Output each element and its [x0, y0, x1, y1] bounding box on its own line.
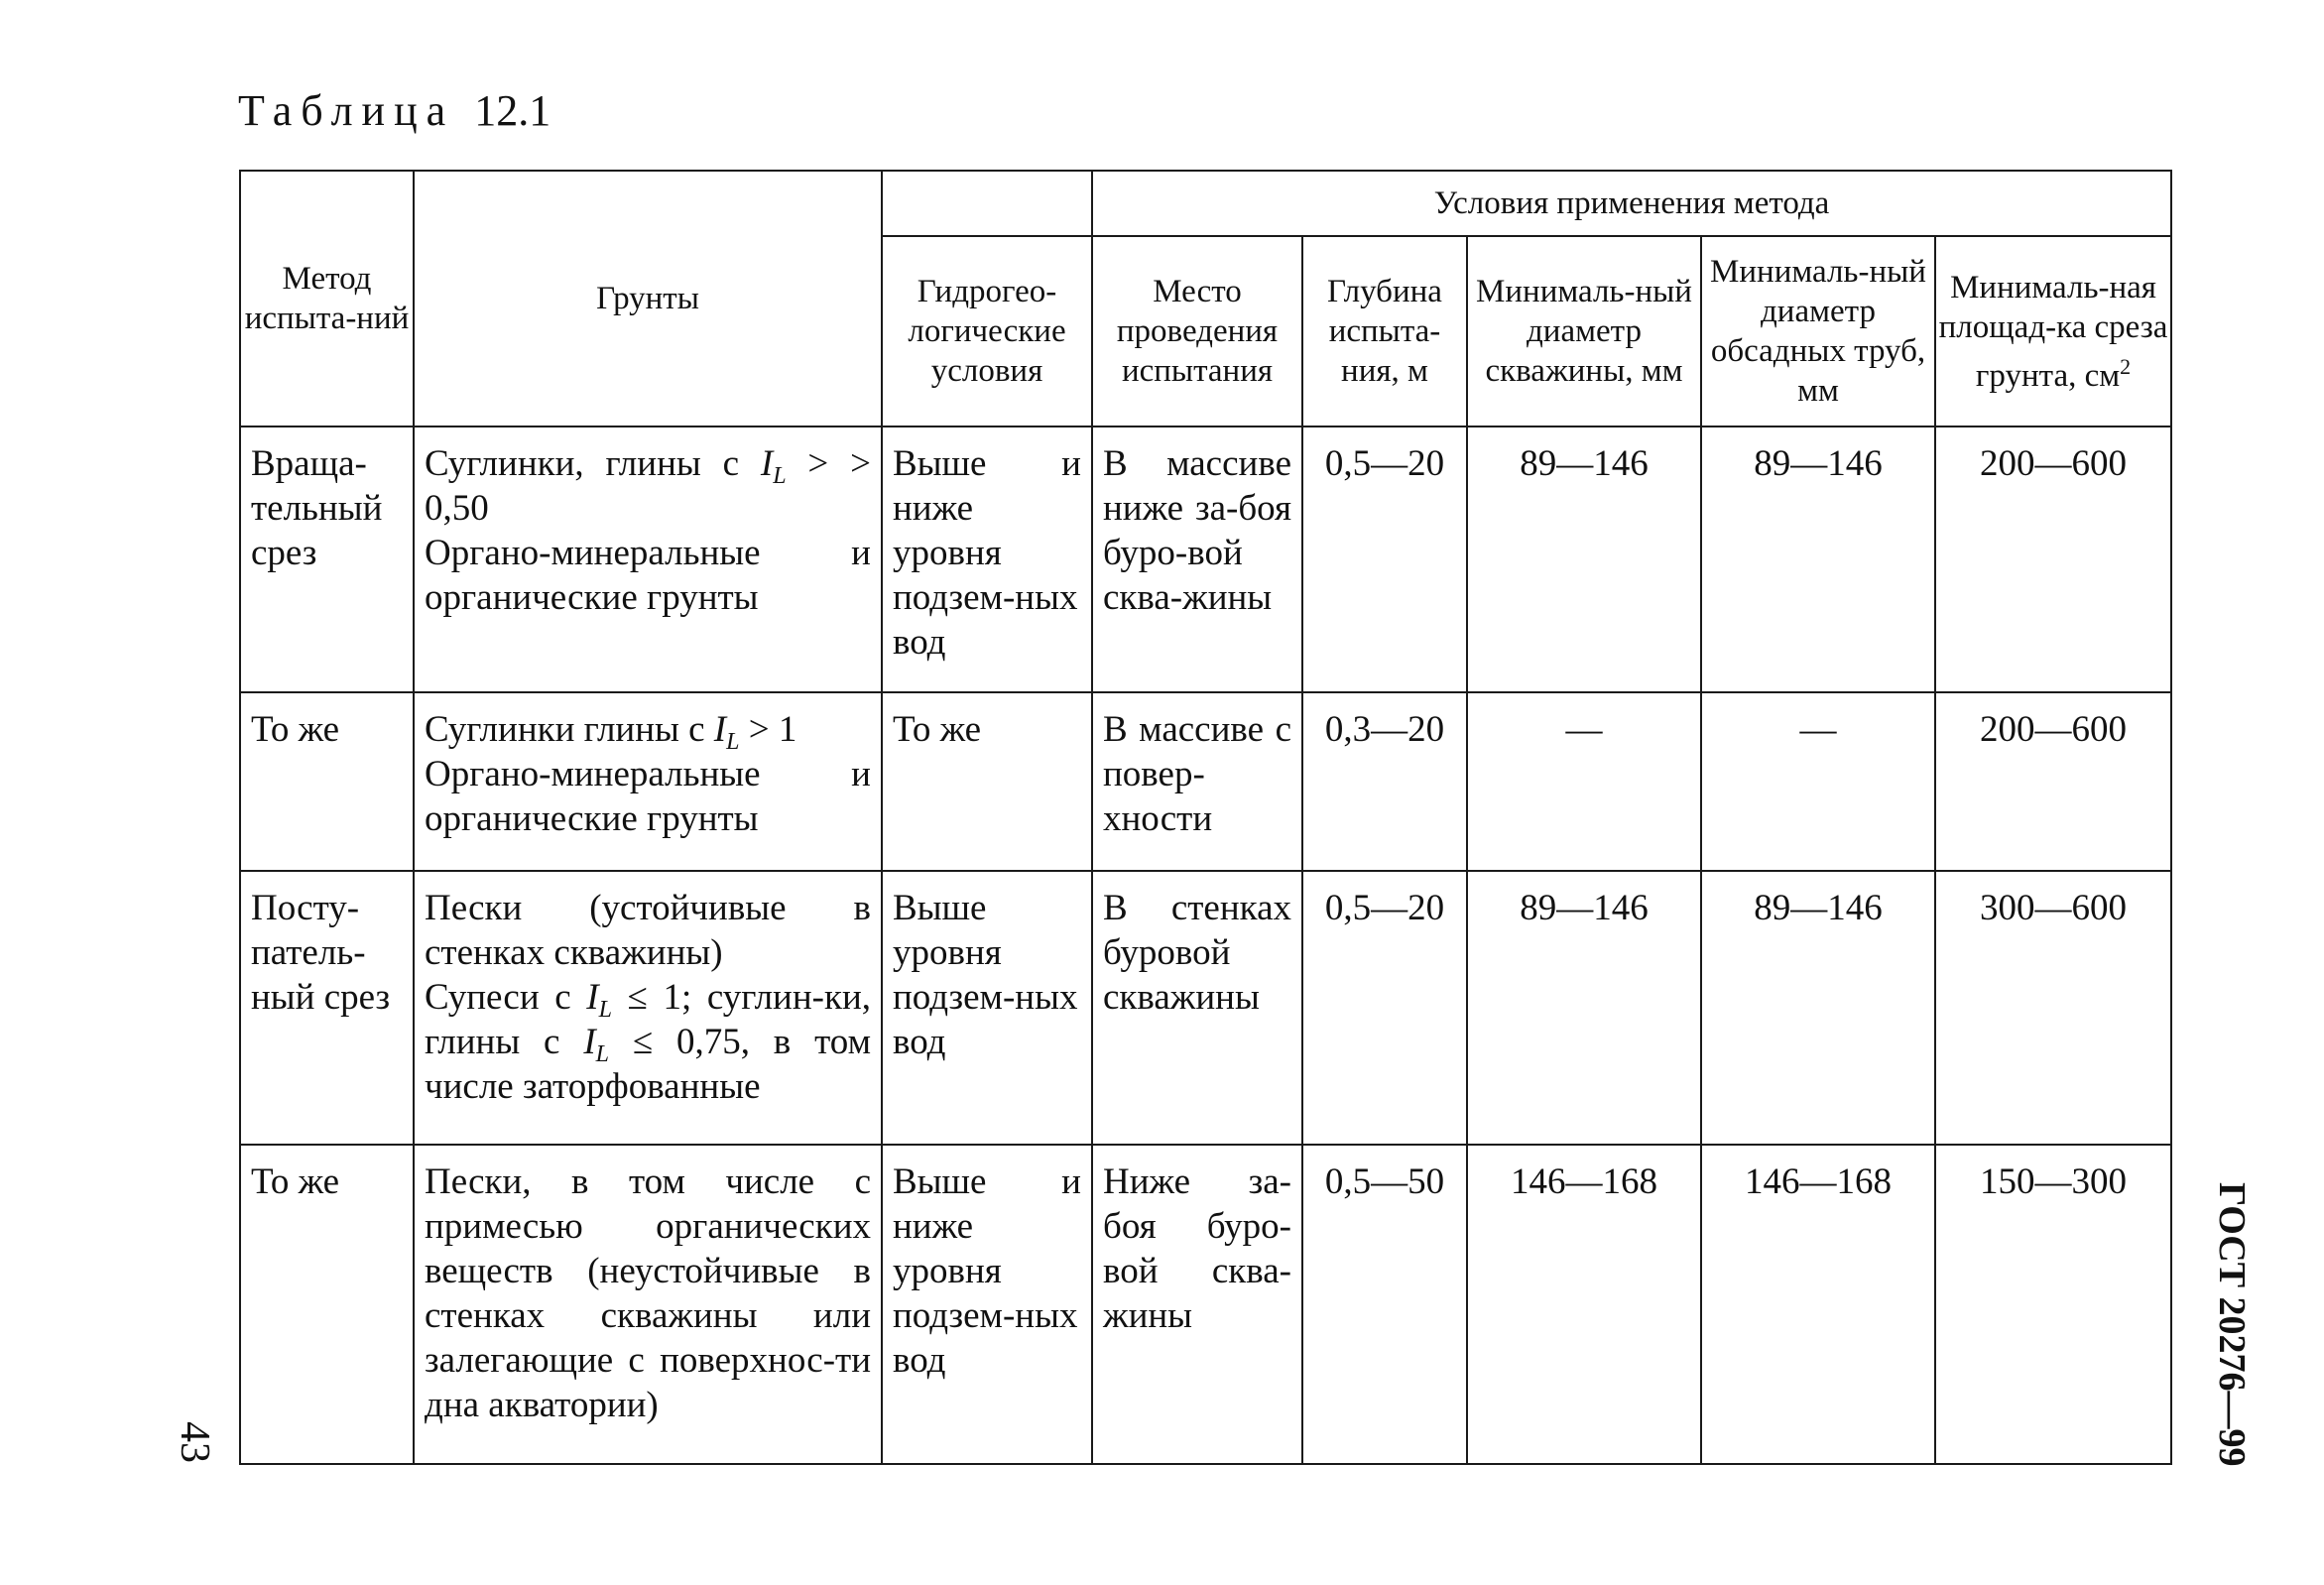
row4-soils: Пески, в том числе с примесью органических веществ (неустойчивые в стенках скважины или залегающие с поверхнос-ти дна акватории) [414, 1145, 882, 1464]
page-number: 43 [172, 1421, 217, 1463]
row3-soils-il: I [586, 977, 599, 1018]
row3-soils-il2-sub: L [595, 1041, 609, 1067]
row1-soils [414, 427, 882, 692]
row4-depth: 0,5—50 [1302, 1145, 1467, 1464]
row2-depth: 0,3—20 [1302, 692, 1467, 871]
row2-soils [414, 692, 882, 871]
row3-soils [414, 871, 882, 1145]
row4-area: 150—300 [1935, 1145, 2171, 1464]
header-conditions: Условия применения метода [1092, 171, 2171, 236]
row4-hydro: Выше и ниже уровня подзем-ных вод [882, 1145, 1092, 1464]
caption-number: 12.1 [474, 86, 551, 135]
row1-soils-il-sub: L [773, 463, 787, 489]
row1-casing: 89—146 [1701, 427, 1935, 692]
row2-well: — [1467, 692, 1701, 871]
row4-well: 146—168 [1467, 1145, 1701, 1464]
methods-table [239, 170, 2172, 1465]
header-place: Место проведения испытания [1092, 236, 1302, 427]
row1-depth: 0,5—20 [1302, 427, 1467, 692]
row2-soils-c: Органо-минеральные и органические грунты [425, 754, 871, 839]
table-row [240, 871, 2171, 1145]
row3-area: 300—600 [1935, 871, 2171, 1145]
row2-soils-il-sub: L [726, 729, 740, 755]
row3-soils-c: ≤ 1; суглин-ки, глины с [425, 977, 871, 1062]
row3-hydro: Выше уровня подзем-ных вод [882, 871, 1092, 1145]
row1-well: 89—146 [1467, 427, 1701, 692]
header-min-area-text: Минималь-ная площад-ка среза грунта, см [1938, 269, 2168, 394]
row3-casing: 89—146 [1701, 871, 1935, 1145]
row3-soils-b: Супеси с [425, 977, 587, 1018]
header-soils: Грунты [414, 171, 882, 427]
row3-depth: 0,5—20 [1302, 871, 1467, 1145]
row2-soils-b: > 1 [739, 709, 797, 750]
row3-soils-il-sub: L [598, 997, 612, 1023]
row3-soils-d: ≤ 0,75, в том числе заторфованные [425, 1022, 871, 1107]
row3-soils-a: Пески (устойчивые в стенках скважины) [425, 888, 871, 973]
row2-soils-a: Суглинки глины с [425, 709, 714, 750]
header-hydro: Гидрогео-логические условия [882, 236, 1092, 427]
standard-label: ГОСТ 20276—99 [2211, 1182, 2253, 1467]
row1-soils-b: > > 0,50 [425, 443, 871, 529]
row1-method: Враща-тельный срез [240, 427, 414, 692]
header-min-area [1935, 236, 2171, 427]
table-row [240, 692, 2171, 871]
header-min-well-diam: Минималь-ный диаметр скважины, мм [1467, 236, 1701, 427]
row3-soils-il2: I [583, 1022, 596, 1062]
row4-place: Ниже за-боя буро-вой сква-жины [1092, 1145, 1302, 1464]
header-blank [882, 171, 1092, 236]
row1-soils-il: I [760, 443, 774, 484]
row2-area: 200—600 [1935, 692, 2171, 871]
row1-place: В массиве ниже за-боя буро-вой сква-жины [1092, 427, 1302, 692]
row3-method: Посту-патель-ный срез [240, 871, 414, 1145]
header-depth: Глубина испыта-ния, м [1302, 236, 1467, 427]
row4-casing: 146—168 [1701, 1145, 1935, 1464]
row2-method: То же [240, 692, 414, 871]
row3-well: 89—146 [1467, 871, 1701, 1145]
row3-place: В стенках буровой скважины [1092, 871, 1302, 1145]
header-row-1 [240, 171, 2171, 236]
row4-method: То же [240, 1145, 414, 1464]
table-caption [238, 86, 551, 135]
row1-hydro: Выше и ниже уровня подзем-ных вод [882, 427, 1092, 692]
row2-soils-il: I [713, 709, 727, 750]
row1-area: 200—600 [1935, 427, 2171, 692]
row2-place: В массиве с повер-хности [1092, 692, 1302, 871]
row1-soils-a: Суглинки, глины с [425, 443, 761, 484]
header-min-area-sup: 2 [2120, 353, 2132, 379]
table-row [240, 1145, 2171, 1464]
row2-casing: — [1701, 692, 1935, 871]
row2-hydro: То же [882, 692, 1092, 871]
header-method: Метод испыта-ний [240, 171, 414, 427]
row1-soils-c: Органо-минеральные и органические грунты [425, 533, 871, 618]
header-min-casing-diam: Минималь-ный диаметр обсадных труб, мм [1701, 236, 1935, 427]
caption-word: Таблица [238, 86, 455, 135]
table-row [240, 427, 2171, 692]
